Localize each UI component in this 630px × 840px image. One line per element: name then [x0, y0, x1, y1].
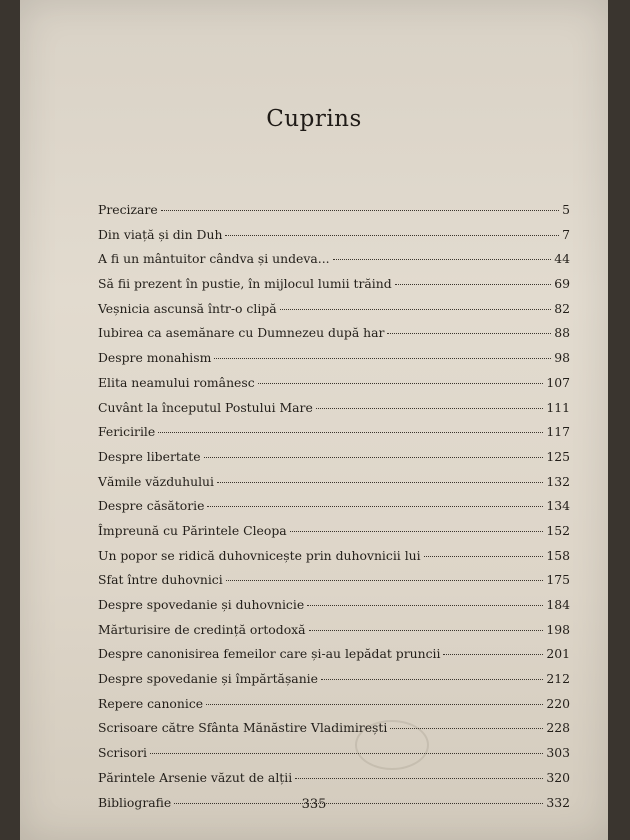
toc-entry-page: 184 — [546, 597, 570, 612]
toc-entry — [98, 572, 570, 597]
toc-entry-page: 69 — [554, 276, 570, 292]
toc-entry — [98, 301, 570, 326]
dot-leader — [258, 383, 544, 384]
toc-entry-page: 220 — [546, 695, 570, 711]
toc-entry-page: 117 — [546, 424, 570, 440]
toc-entry-page: 303 — [546, 745, 570, 761]
toc-entry-title: Scrisoare către Sfânta Mănăstire Vladimirești — [98, 720, 388, 736]
toc-entry — [98, 770, 570, 795]
toc-entry-title: Din viață și din Duh — [98, 226, 223, 242]
toc-entry-title: Veșnicia ascunsă într-o clipă — [98, 300, 277, 316]
dot-leader — [206, 704, 543, 705]
toc-entry-page: 332 — [546, 794, 570, 810]
dot-leader — [290, 531, 544, 532]
toc-entry-title: Repere canonice — [98, 695, 204, 711]
page-title: Cuprins — [266, 106, 362, 132]
toc-entry-title: Despre canonisirea femeilor care și-au lepădat pruncii — [98, 646, 441, 662]
toc-entry-page: 44 — [554, 251, 570, 267]
toc-entry-title: Precizare — [98, 202, 158, 217]
page-number: 335 — [301, 797, 327, 812]
toc-entry-page: 212 — [546, 671, 570, 687]
toc-entry-page: 111 — [546, 399, 570, 415]
toc-entry — [98, 449, 570, 474]
toc-entry-page: 198 — [546, 621, 570, 637]
table-of-contents — [98, 202, 570, 819]
dot-leader — [280, 309, 552, 310]
toc-entry — [98, 375, 570, 400]
toc-entry-page: 158 — [546, 547, 570, 563]
toc-entry-title: Cuvânt la începutul Postului Mare — [98, 399, 313, 415]
dot-leader — [333, 259, 552, 260]
toc-entry — [98, 498, 570, 523]
toc-entry — [98, 597, 570, 622]
dot-leader — [295, 778, 543, 779]
dot-leader — [217, 482, 543, 483]
toc-entry-page: 175 — [546, 572, 570, 588]
toc-entry — [98, 523, 570, 548]
toc-entry-page: 134 — [546, 498, 570, 514]
toc-entry — [98, 671, 570, 696]
toc-entry — [98, 325, 570, 350]
toc-entry-title: Despre spovedanie și împărtășanie — [98, 671, 318, 687]
toc-entry-title: Vămile văzduhului — [98, 473, 214, 489]
toc-entry — [98, 424, 570, 449]
toc-entry-title: Părintele Arsenie văzut de alții — [98, 769, 293, 785]
dot-leader — [150, 753, 543, 754]
toc-entry-page: 88 — [554, 325, 570, 341]
toc-entry — [98, 251, 570, 276]
dot-leader — [307, 605, 543, 606]
dot-leader — [316, 408, 544, 409]
dot-leader — [395, 284, 552, 285]
dot-leader — [158, 432, 543, 433]
toc-entry — [98, 400, 570, 425]
toc-entry-title: Împreună cu Părintele Cleopa — [98, 522, 287, 538]
toc-entry-title: Mărturisire de credință ortodoxă — [98, 621, 306, 637]
dot-leader — [321, 679, 543, 680]
toc-entry-title: Un popor se ridică duhovnicește prin duhovnicii lui — [98, 547, 421, 563]
toc-entry-page: 7 — [562, 226, 570, 242]
dot-leader — [387, 333, 551, 334]
toc-entry — [98, 696, 570, 721]
toc-entry-title: Despre libertate — [98, 448, 201, 464]
toc-entry — [98, 622, 570, 647]
toc-entry-page: 228 — [546, 720, 570, 736]
toc-entry-title: Sfat între duhovnici — [98, 572, 223, 588]
dot-leader — [225, 235, 559, 236]
toc-entry — [98, 350, 570, 375]
dot-leader — [390, 728, 543, 729]
toc-entry-title: Iubirea ca asemănare cu Dumnezeu după har — [98, 325, 385, 341]
toc-entry-title: Despre monahism — [98, 350, 212, 366]
dot-leader — [214, 358, 551, 359]
dot-leader — [161, 210, 559, 211]
toc-entry-page: 107 — [546, 374, 570, 390]
toc-entry — [98, 548, 570, 573]
dot-leader — [309, 630, 544, 631]
dot-leader — [424, 556, 544, 557]
toc-entry-page: 82 — [554, 300, 570, 316]
toc-entry — [98, 720, 570, 745]
toc-entry — [98, 227, 570, 252]
toc-entry — [98, 474, 570, 499]
toc-entry-title: Despre căsătorie — [98, 498, 205, 514]
toc-entry-page: 98 — [554, 350, 570, 366]
book-page — [20, 0, 608, 840]
dot-leader — [443, 654, 543, 655]
dot-leader — [226, 580, 544, 581]
dot-leader — [204, 457, 544, 458]
toc-entry-title: A fi un mântuitor cândva și undeva... — [98, 251, 330, 267]
toc-entry-page: 201 — [546, 646, 570, 662]
toc-entry — [98, 646, 570, 671]
toc-entry-title: Elita neamului românesc — [98, 374, 255, 390]
toc-entry-title: Să fii prezent în pustie, în mijlocul lumii trăind — [98, 276, 392, 292]
toc-entry-title: Despre spovedanie și duhovnicie — [98, 597, 305, 612]
toc-entry-page: 132 — [546, 473, 570, 489]
toc-entry-page: 320 — [546, 769, 570, 785]
toc-entry — [98, 202, 570, 227]
dot-leader — [207, 506, 543, 507]
toc-entry — [98, 745, 570, 770]
toc-entry-page: 125 — [546, 448, 570, 464]
toc-entry-page: 5 — [562, 202, 570, 217]
toc-entry-page: 152 — [546, 522, 570, 538]
toc-entry-title: Fericirile — [98, 424, 156, 440]
toc-entry — [98, 276, 570, 301]
toc-entry-title: Bibliografie — [98, 794, 172, 810]
toc-entry-title: Scrisori — [98, 745, 148, 761]
